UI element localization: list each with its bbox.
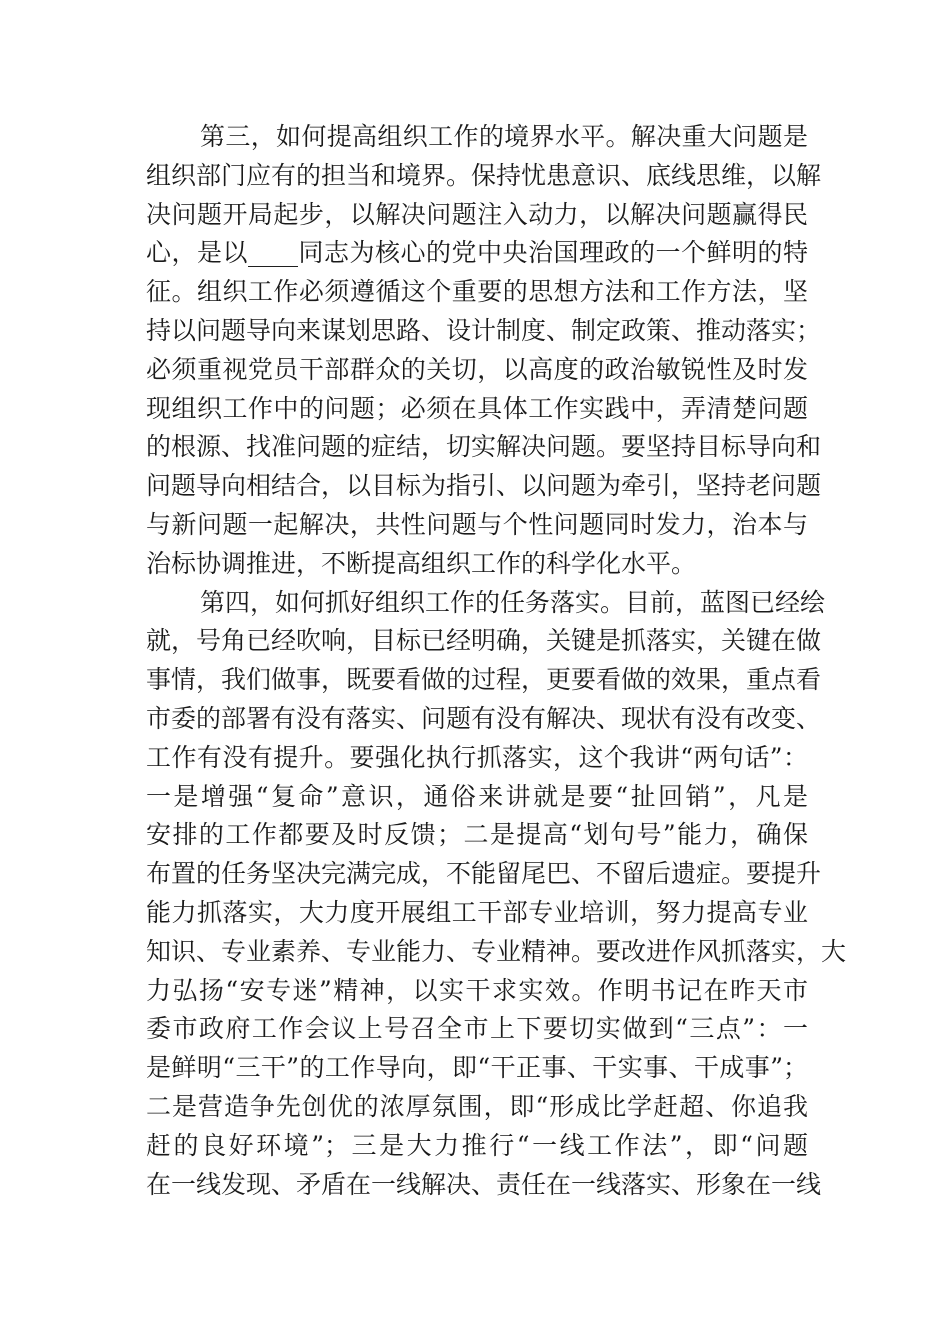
paragraph-line: 决问题开局起步，以解决问题注入动力，以解决问题赢得民 xyxy=(146,199,808,229)
paragraph-line: 持以问题导向来谋划思路、设计制度、制定政策、推动落实； xyxy=(146,315,822,345)
body-text xyxy=(146,118,847,1204)
paragraph-line: 在一线发现、矛盾在一线解决、责任在一线落实、形象在一线 xyxy=(146,1169,822,1199)
paragraph-line: 是鲜明“三干”的工作导向，即“干正事、干实事、干成事”； xyxy=(146,1053,808,1083)
paragraph-line: 二是营造争先创优的浓厚氛围，即“形成比学赶超、你追我 xyxy=(146,1091,808,1121)
paragraph-line: 事情，我们做事，既要看做的过程，更要看做的效果，重点看 xyxy=(146,665,822,695)
paragraph-line: 第三，如何提高组织工作的境界水平。解决重大问题是 xyxy=(200,122,808,151)
paragraph-line: 力弘扬“安专迷”精神，以实干求实效。作明书记在昨天市 xyxy=(146,975,808,1005)
paragraph-line: 心，是以____同志为核心的党中央治国理政的一个鲜明的特 xyxy=(146,238,808,268)
paragraph-line: 的根源、找准问题的症结，切实解决问题。要坚持目标导向和 xyxy=(146,432,822,462)
paragraph-line: 与新问题一起解决，共性问题与个性问题同时发力，治本与 xyxy=(146,509,808,539)
paragraph-line: 治标协调推进，不断提高组织工作的科学化水平。 xyxy=(146,548,697,578)
paragraph-line: 就，号角已经吹响，目标已经明确，关键是抓落实，关键在做 xyxy=(146,626,822,656)
paragraph-line: 市委的部署有没有落实、问题有没有解决、现状有没有改变、 xyxy=(146,703,822,733)
paragraph-line: 必须重视党员干部群众的关切，以高度的政治敏锐性及时发 xyxy=(146,354,808,384)
paragraph-line: 组织部门应有的担当和境界。保持忧患意识、底线思维，以解 xyxy=(146,160,822,190)
paragraph-line: 工作有没有提升。要强化执行抓落实，这个我讲“两句话”： xyxy=(146,742,808,772)
paragraph-line: 能力抓落实，大力度开展组工干部专业培训，努力提高专业 xyxy=(146,897,808,927)
paragraph-line: 安排的工作都要及时反馈；二是提高“划句号”能力，确保 xyxy=(146,820,808,850)
paragraph-line: 委市政府工作会议上号召全市上下要切实做到“三点”：一 xyxy=(146,1014,808,1044)
paragraph-line: 现组织工作中的问题；必须在具体工作实践中，弄清楚问题 xyxy=(146,393,808,423)
paragraph-line: 赶的良好环境”；三是大力推行“一线工作法”，即“问题 xyxy=(146,1130,808,1160)
paragraph-line: 布置的任务坚决完满完成，不能留尾巴、不留后遗症。要提升 xyxy=(146,859,822,889)
paragraph-line: 第四，如何抓好组织工作的任务落实。目前，蓝图已经绘 xyxy=(200,587,826,617)
paragraph-line: 知识、专业素养、专业能力、专业精神。要改进作风抓落实，大 xyxy=(146,936,847,966)
paragraph-line: 一是增强“复命”意识，通俗来讲就是要“扯回销”，凡是 xyxy=(146,781,808,811)
paragraph-line: 征。组织工作必须遵循这个重要的思想方法和工作方法，坚 xyxy=(146,277,808,307)
paragraph-line: 问题导向相结合，以目标为指引、以问题为牵引，坚持老问题 xyxy=(146,471,822,501)
